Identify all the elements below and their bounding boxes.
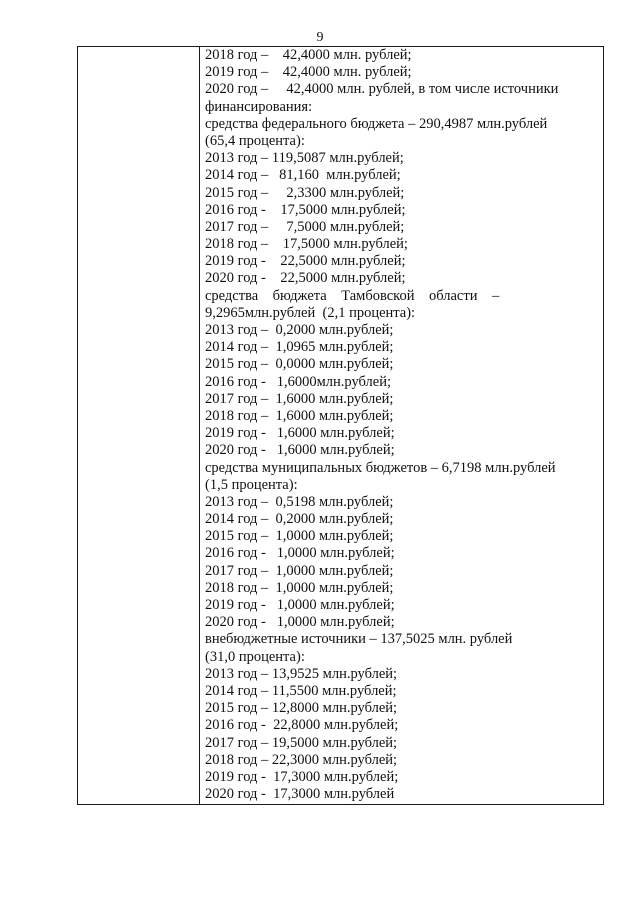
text-line: 2020 год - 17,3000 млн.рублей (205, 786, 395, 803)
text-line: 2018 год – 22,3000 млн.рублей; (205, 751, 398, 768)
text-line: 2017 год – 1,6000 млн.рублей; (205, 390, 394, 407)
text-line: 2019 год - 22,5000 млн.рублей; (205, 253, 406, 270)
text-line: 2016 год - 17,5000 млн.рублей; (205, 201, 406, 218)
text-line: средства федерального бюджета – 290,4987 млн.рублей (205, 115, 548, 132)
text-line: 2014 год – 0,2000 млн.рублей; (205, 511, 394, 528)
text-line: 2014 год – 81,160 млн.рублей; (205, 167, 401, 184)
text-line: 2020 год - 1,0000 млн.рублей; (205, 614, 395, 631)
text-line: 2018 год – 1,0000 млн.рублей; (205, 579, 394, 596)
text-line: 2020 год - 1,6000 млн.рублей; (205, 442, 395, 459)
text-line: 2017 год – 1,0000 млн.рублей; (205, 562, 394, 579)
text-line: 2018 год – 42,4000 млн. рублей; (205, 47, 412, 63)
text-line: 2019 год – 42,4000 млн. рублей; (205, 64, 412, 81)
text-line: (65,4 процента): (205, 132, 305, 149)
text-line: 2016 год - 1,6000млн.рублей; (205, 373, 392, 390)
text-line: 2016 год - 22,8000 млн.рублей; (205, 717, 399, 734)
funding-text-cell (205, 47, 599, 803)
text-line: 2016 год - 1,0000 млн.рублей; (205, 545, 395, 562)
text-line: 2014 год – 1,0965 млн.рублей; (205, 339, 394, 356)
text-line: средства муниципальных бюджетов – 6,7198 млн.рублей (205, 459, 556, 476)
text-line: 2015 год – 0,0000 млн.рублей; (205, 356, 394, 373)
text-line: (31,0 процента): (205, 648, 305, 665)
text-line: 2013 год – 119,5087 млн.рублей; (205, 150, 404, 167)
text-line: 2015 год – 12,8000 млн.рублей; (205, 700, 398, 717)
text-line: 2019 год - 1,6000 млн.рублей; (205, 425, 395, 442)
text-line: 2013 год – 13,9525 млн.рублей; (205, 665, 398, 682)
text-line: 2017 год – 19,5000 млн.рублей; (205, 734, 398, 751)
text-line: 2020 год - 22,5000 млн.рублей; (205, 270, 406, 287)
column-divider (199, 46, 200, 805)
text-line: финансирования: (205, 98, 313, 115)
text-line: 2013 год – 0,2000 млн.рублей; (205, 322, 394, 338)
text-line: 9,2965млн.рублей (2,1 процента): (205, 304, 416, 321)
text-line: 2019 год - 17,3000 млн.рублей; (205, 768, 399, 785)
text-line: 2014 год – 11,5500 млн.рублей; (205, 682, 397, 699)
page-number: 9 (316, 30, 324, 45)
text-line: 2015 год – 2,3300 млн.рублей; (205, 184, 405, 201)
text-line: средства бюджета Тамбовской области – (205, 287, 500, 304)
text-line: 2020 год – 42,4000 млн. рублей, в том числе источники (205, 81, 559, 98)
text-line: (1,5 процента): (205, 476, 298, 493)
text-line: внебюджетные источники – 137,5025 млн. рублей (205, 631, 513, 648)
text-line: 2019 год - 1,0000 млн.рублей; (205, 597, 395, 613)
text-line: 2017 год – 7,5000 млн.рублей; (205, 218, 405, 235)
text-line: 2013 год – 0,5198 млн.рублей; (205, 493, 394, 510)
text-line: 2018 год – 17,5000 млн.рублей; (205, 236, 408, 253)
text-line: 2018 год – 1,6000 млн.рублей; (205, 407, 394, 424)
text-line: 2015 год – 1,0000 млн.рублей; (205, 528, 394, 545)
